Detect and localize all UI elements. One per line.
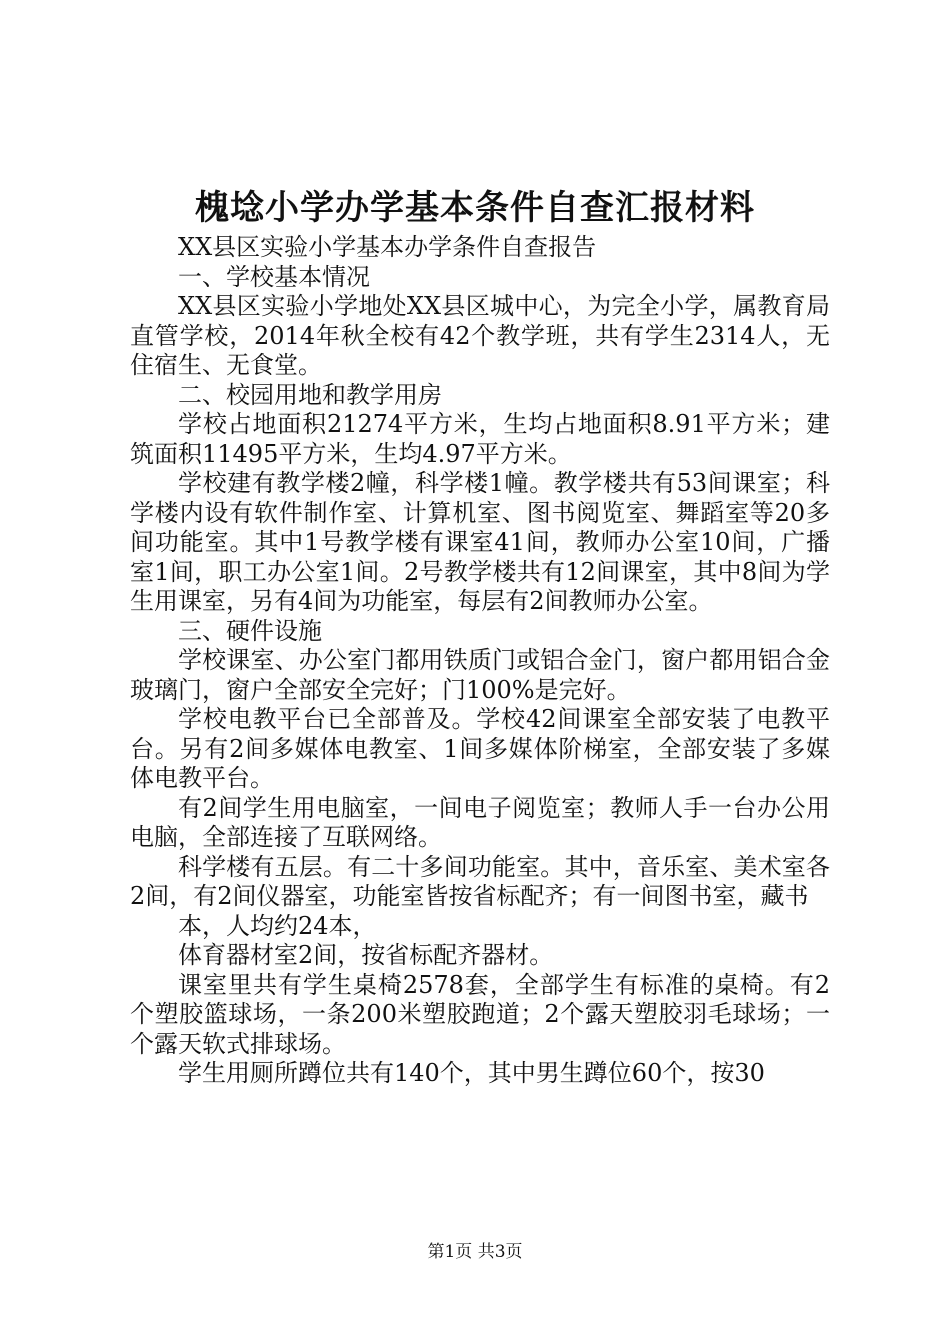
paragraph-multimedia: 学校电教平台已全部普及。学校42间课室全部安装了电教平台。另有2间多媒体电教室、1间多媒体阶梯室，全部安装了多媒体电教平台。 [130, 705, 830, 792]
paragraph-toilets: 学生用厕所蹲位共有140个，其中男生蹲位60个，按30 [178, 1059, 765, 1087]
document-body [130, 233, 830, 1089]
paragraph-teaching-buildings: 学校建有教学楼2幢，科学楼1幢。教学楼共有53间课室；科学楼内设有软件制作室、计算机室、图书阅览室、舞蹈室等20多间功能室。其中1号教学楼有课室41间，教师办公室10间，广播室1间，职工办公室1间。2号教学楼共有12间课室，其中8间为学生用课室，另有4间为功能室，每层有2间教师办公室。 [130, 469, 830, 615]
paragraph-computer-rooms: 有2间学生用电脑室，一间电子阅览室；教师人手一台办公用电脑，全部连接了互联网络。 [130, 793, 830, 851]
report-subtitle: XX县区实验小学基本办学条件自查报告 [178, 233, 597, 261]
paragraph-science-building: 科学楼有五层。有二十多间功能室。其中，音乐室、美术室各2间，有2间仪器室，功能室皆按省标配齐；有一间图书室，藏书 [130, 852, 830, 910]
paragraph-sports-equipment: 体育器材室2间，按省标配齐器材。 [178, 941, 554, 969]
paragraph-school-overview: XX县区实验小学地处XX县区城中心，为完全小学，属教育局直管学校，2014年秋全校有42个教学班，共有学生2314人，无住宿生、无食堂。 [130, 292, 830, 379]
paragraph-land-area: 学校占地面积21274平方米，生均占地面积8.91平方米；建筑面积11495平方米，生均4.97平方米。 [130, 410, 830, 468]
paragraph-desks-courts: 课室里共有学生桌椅2578套，全部学生有标准的桌椅。有2个塑胶篮球场，一条200米塑胶跑道；2个露天塑胶羽毛球场；一个露天软式排球场。 [130, 970, 830, 1058]
section-heading-hardware: 三、硬件设施 [178, 616, 322, 645]
paragraph-books: 本，人均约24本， [178, 911, 377, 940]
page-footer: 第1页 共3页 [427, 1242, 523, 1262]
paragraph-doors-windows: 学校课室、办公室门都用铁质门或铝合金门，窗户都用铝合金玻璃门，窗户全部安全完好；门100%是完好。 [130, 646, 830, 704]
section-heading-land-and-buildings: 二、校园用地和教学用房 [178, 380, 442, 409]
section-heading-basic-info: 一、学校基本情况 [178, 262, 370, 291]
document-title: 槐埝小学办学基本条件自查汇报材料 [195, 188, 755, 228]
